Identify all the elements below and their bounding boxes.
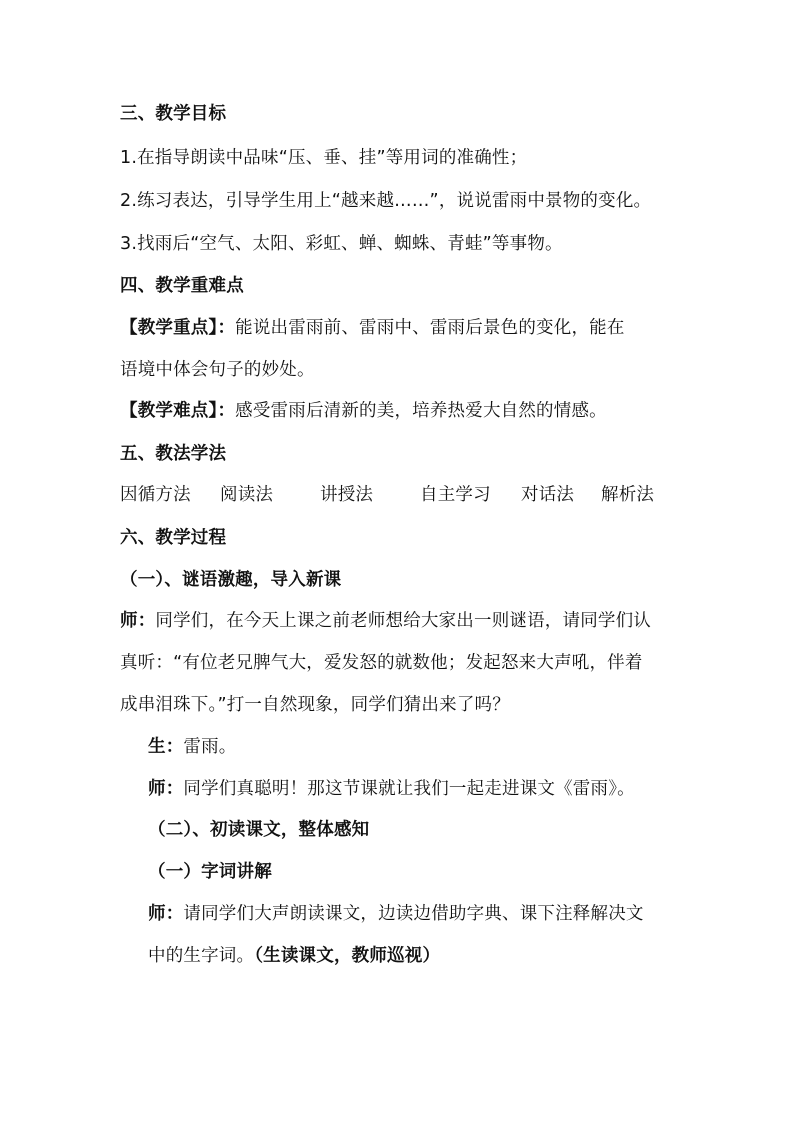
method-item: 自主学习 [420,485,491,505]
student-label: 生： [148,737,184,757]
section-heading-objectives: 三、教学目标 [120,104,227,124]
student-line [120,736,237,758]
difficult-point-line [120,400,607,422]
section-heading-key-points: 四、教学重难点 [120,276,244,296]
method-item: 因循方法 [120,485,191,505]
key-point-line-2: 语境中体会句子的妙处。 [120,360,315,380]
teacher-label: 师： [148,779,184,799]
teacher-line-6 [120,945,440,967]
teacher-text: 请同学们大声朗读课文，边读边借助字典、课下注释解决文 [183,904,644,924]
teacher-line-1 [120,610,651,632]
difficult-point-text: 感受雷雨后清新的美，培养热爱大自然的情感。 [235,401,607,421]
objective-item-1: 1.在指导朗读中品味“压、垂、挂”等用词的准确性； [120,148,528,168]
teacher-label: 师： [120,611,156,631]
key-point-line-1 [120,317,625,339]
key-point-label: 【教学重点】： [120,318,236,338]
teacher-line-2: 真听：“有位老兄脾气大，爱发怒的就数他；发起怒来大声吼，伴着 [120,653,643,673]
teacher-line-3: 成串泪珠下。”打一自然现象，同学们猜出来了吗？ [120,695,510,715]
teacher-text: 同学们，在今天上课之前老师想给大家出一则谜语，请同学们认 [155,611,652,631]
method-item: 对话法 [521,485,575,505]
part2-sub-heading: （一）字词讲解 [148,862,272,882]
method-item: 讲授法 [320,485,374,505]
key-point-text-1: 能说出雷雨前、雷雨中、雷雨后景色的变化，能在 [235,318,625,338]
objective-item-2: 2.练习表达，引导学生用上“越来越……”，说说雷雨中景物的变化。 [120,191,652,211]
section-heading-process: 六、教学过程 [120,528,227,548]
section-heading-methods: 五、教法学法 [120,444,227,464]
part1-heading: （一）、谜语激趣，导入新课 [120,570,342,590]
part2-heading: （二）、初读课文，整体感知 [148,820,370,840]
teacher-note: （生读课文，教师巡视） [254,946,441,966]
student-text: 雷雨。 [183,737,237,757]
difficult-point-label: 【教学难点】： [120,401,236,421]
teacher-line-5 [120,903,644,925]
teacher-text: 中的生字词。 [148,946,255,966]
teacher-text: 同学们真聪明！那这节课就让我们一起走进课文《雷雨》。 [183,779,635,799]
method-item: 阅读法 [220,485,274,505]
teacher-line-4 [120,778,635,800]
objective-item-3: 3.找雨后“空气、太阳、彩虹、蝉、蜘蛛、青蛙”等事物。 [120,234,563,254]
method-item: 解析法 [601,485,655,505]
teacher-label: 师： [148,904,184,924]
